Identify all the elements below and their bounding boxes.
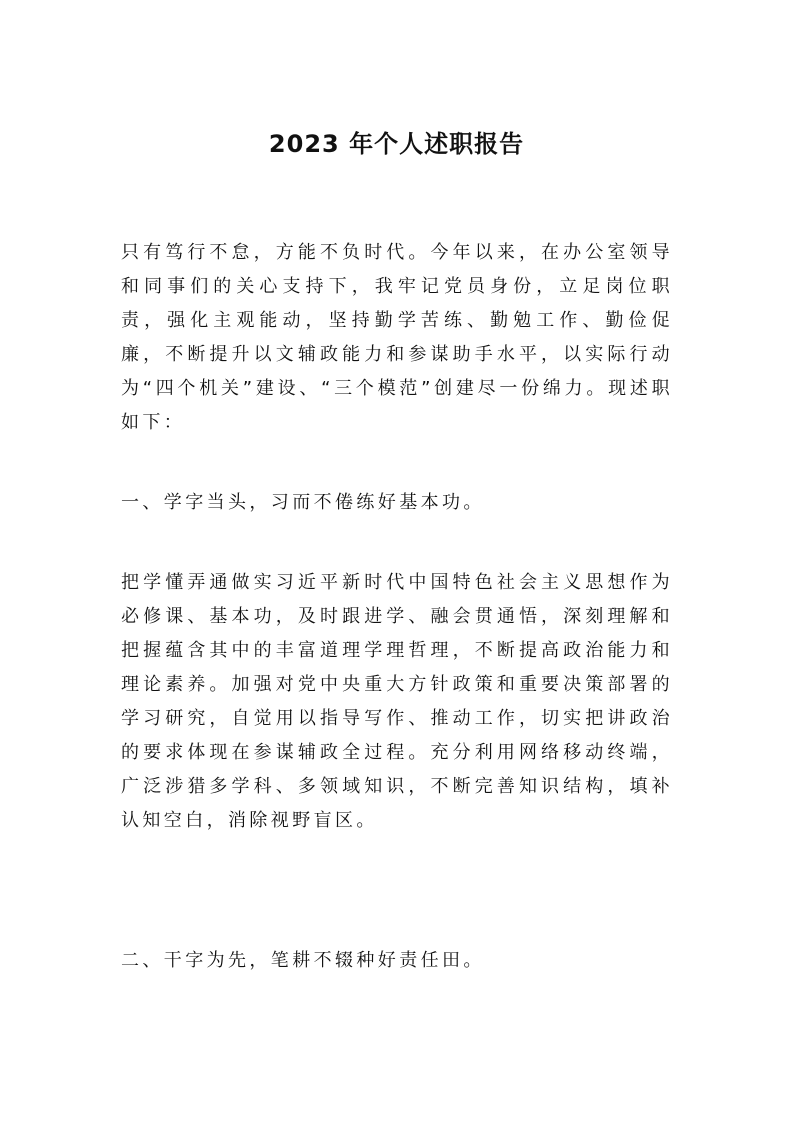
intro-paragraph: 只有笃行不怠，方能不负时代。今年以来，在办公室领导和同事们的关心支持下，我牢记党员身份，立足岗位职责，强化主观能动，坚持勤学苦练、勤勉工作、勤俭促廉，不断提升以文辅政能力和参谋助手水平，以实际行动为“四个机关”建设、“三个模范”创建尽一份绵力。现述职如下： xyxy=(121,242,673,433)
section-1-paragraph: 把学懂弄通做实习近平新时代中国特色社会主义思想作为必修课、基本功，及时跟进学、融会贯通悟，深刻理解和把握蕴含其中的丰富道理学理哲理，不断提高政治能力和理论素养。加强对党中央重大方针政策和重要决策部署的学习研究，自觉用以指导写作、推动工作，切实把讲政治的要求体现在参谋辅政全过程。充分利用网络移动终端，广泛涉猎多学科、多领域知识，不断完善知识结构，填补认知空白，消除视野盲区。 xyxy=(121,572,673,831)
section-2-heading: 二、干字为先，笔耕不辍种好责任田。 xyxy=(121,950,485,971)
section-1-heading: 一、学字当头，习而不倦练好基本功。 xyxy=(121,492,485,513)
document-title: 2023 年个人述职报告 xyxy=(268,130,525,158)
